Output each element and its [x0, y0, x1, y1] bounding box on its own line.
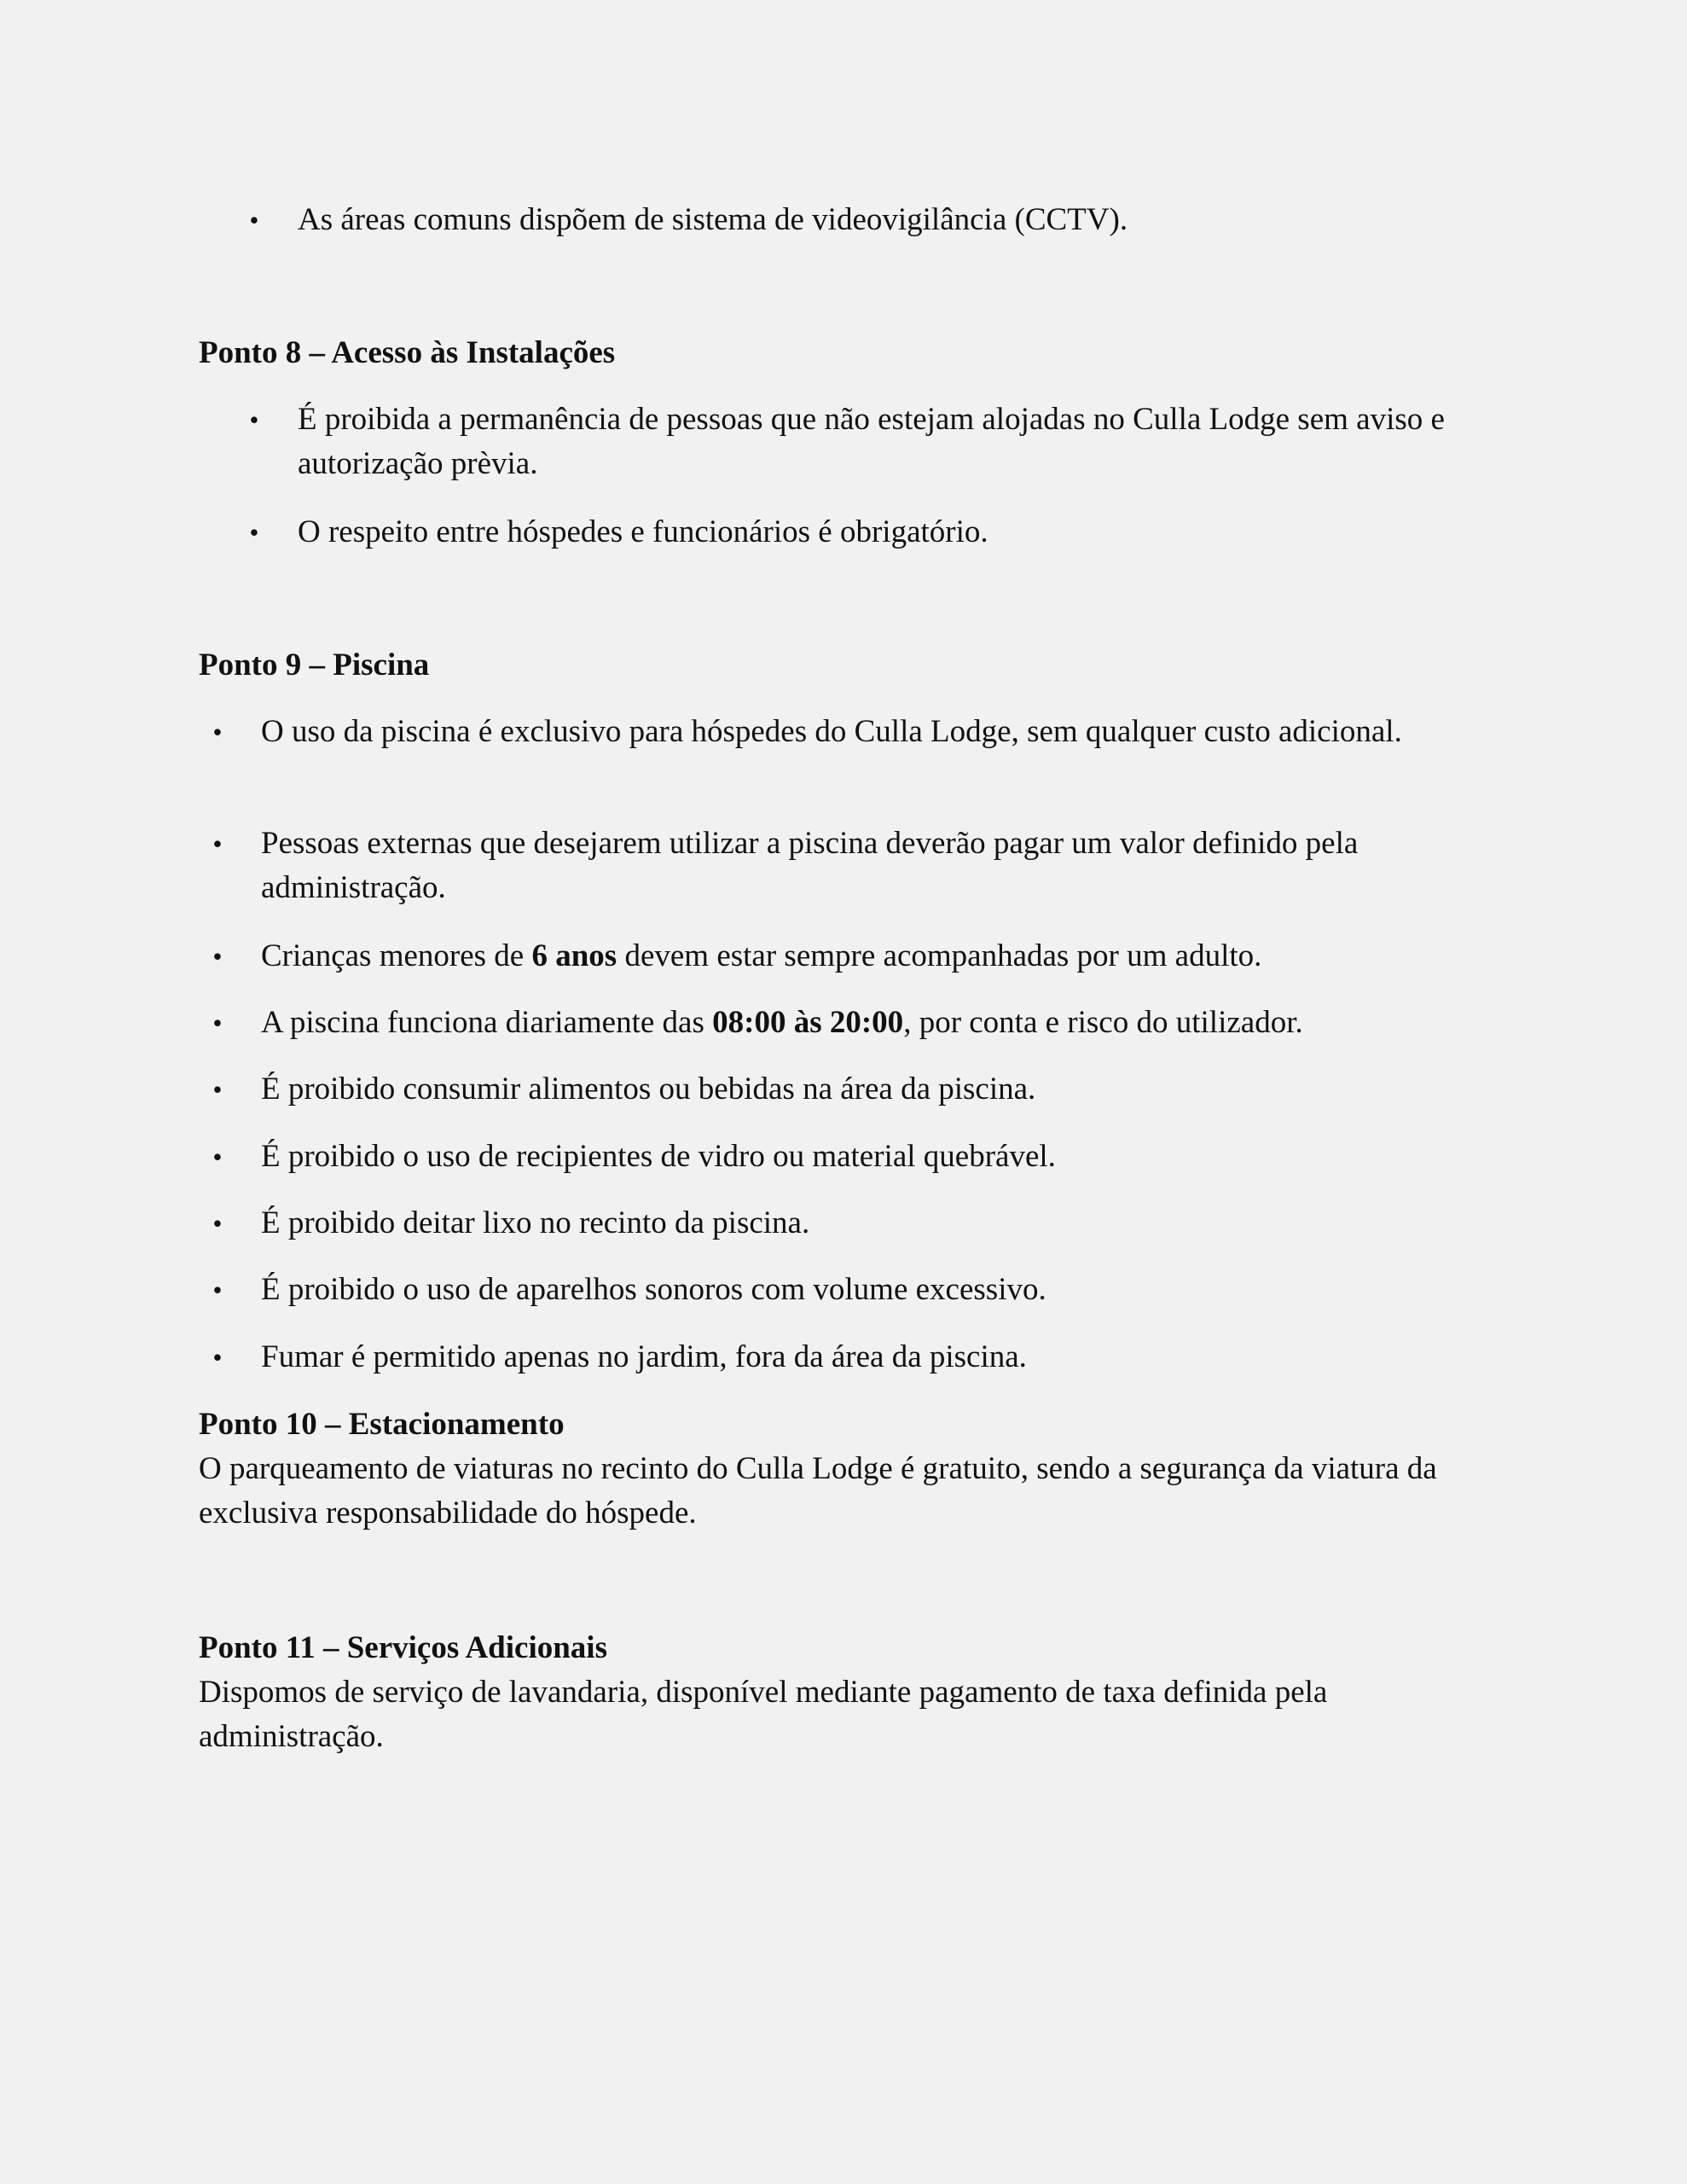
- bullet-icon: •: [212, 1141, 223, 1172]
- list-item: [212, 1201, 1506, 1246]
- list-item-text: As áreas comuns dispõem de sistema de videovigilância (CCTV).: [298, 202, 1128, 237]
- bullet-icon: •: [212, 1208, 223, 1239]
- list-item: [249, 198, 1509, 242]
- list-item: [249, 398, 1509, 486]
- list-item-text: É proibido consumir alimentos ou bebidas na área da piscina.: [261, 1072, 1036, 1107]
- bullet-icon: •: [212, 1074, 223, 1105]
- section-body-ponto-10: O parqueamento de viaturas no recinto do Culla Lodge é gratuito, sendo a segurança da viatura da exclusiva responsabilidade do hóspede.: [199, 1451, 1437, 1531]
- section-heading-ponto-9: Ponto 9 – Piscina: [199, 648, 430, 682]
- list-item: [212, 710, 1506, 754]
- emphasis-age: 6 anos: [531, 938, 617, 973]
- list-item-text: É proibido o uso de recipientes de vidro ou material quebrável.: [261, 1139, 1056, 1174]
- list-item-text: O uso da piscina é exclusivo para hóspedes do Culla Lodge, sem qualquer custo adicional.: [261, 714, 1402, 749]
- section-heading-ponto-11: Ponto 11 – Serviços Adicionais: [199, 1630, 607, 1665]
- list-item-text: É proibido o uso de aparelhos sonoros com volume excessivo.: [261, 1272, 1046, 1307]
- bullet-icon: •: [249, 404, 259, 435]
- list-item: [212, 934, 1506, 979]
- bullet-icon: •: [212, 1008, 223, 1038]
- list-item-text: É proibido deitar lixo no recinto da piscina.: [261, 1205, 810, 1240]
- list-item-text: A piscina funciona diariamente das 08:00 às 20:00, por conta e risco do utilizador.: [261, 1005, 1303, 1040]
- list-item-text: É proibida a permanência de pessoas que não estejam alojadas no Culla Lodge sem aviso e autorização prèvia.: [298, 402, 1445, 481]
- bullet-icon: •: [212, 1342, 223, 1373]
- list-item: [249, 510, 1509, 555]
- bullet-icon: •: [249, 517, 259, 548]
- emphasis-hours: 08:00 às 20:00: [712, 1005, 904, 1040]
- list-item-text: O respeito entre hóspedes e funcionários é obrigatório.: [298, 514, 988, 549]
- bullet-icon: •: [212, 828, 223, 859]
- list-item: [212, 1001, 1506, 1045]
- list-item: [212, 1268, 1506, 1312]
- section-body-ponto-11: Dispomos de serviço de lavandaria, disponível mediante pagamento de taxa definida pela administração.: [199, 1675, 1328, 1754]
- list-item: [212, 1135, 1506, 1179]
- bullet-icon: •: [212, 1275, 223, 1305]
- bullet-icon: •: [212, 717, 223, 747]
- list-item-text: Fumar é permitido apenas no jardim, fora da área da piscina.: [261, 1339, 1027, 1374]
- bullet-icon: •: [249, 205, 259, 235]
- bullet-icon: •: [212, 941, 223, 972]
- list-item: [212, 1067, 1506, 1112]
- list-item: [212, 822, 1506, 910]
- section-heading-ponto-8: Ponto 8 – Acesso às Instalações: [199, 335, 616, 370]
- list-item: [212, 1335, 1506, 1380]
- section-heading-ponto-10: Ponto 10 – Estacionamento: [199, 1407, 565, 1442]
- list-item-text: Pessoas externas que desejarem utilizar a piscina deverão pagar um valor definido pela administração.: [261, 826, 1359, 905]
- list-item-text: Crianças menores de 6 anos devem estar sempre acompanhadas por um adulto.: [261, 938, 1262, 973]
